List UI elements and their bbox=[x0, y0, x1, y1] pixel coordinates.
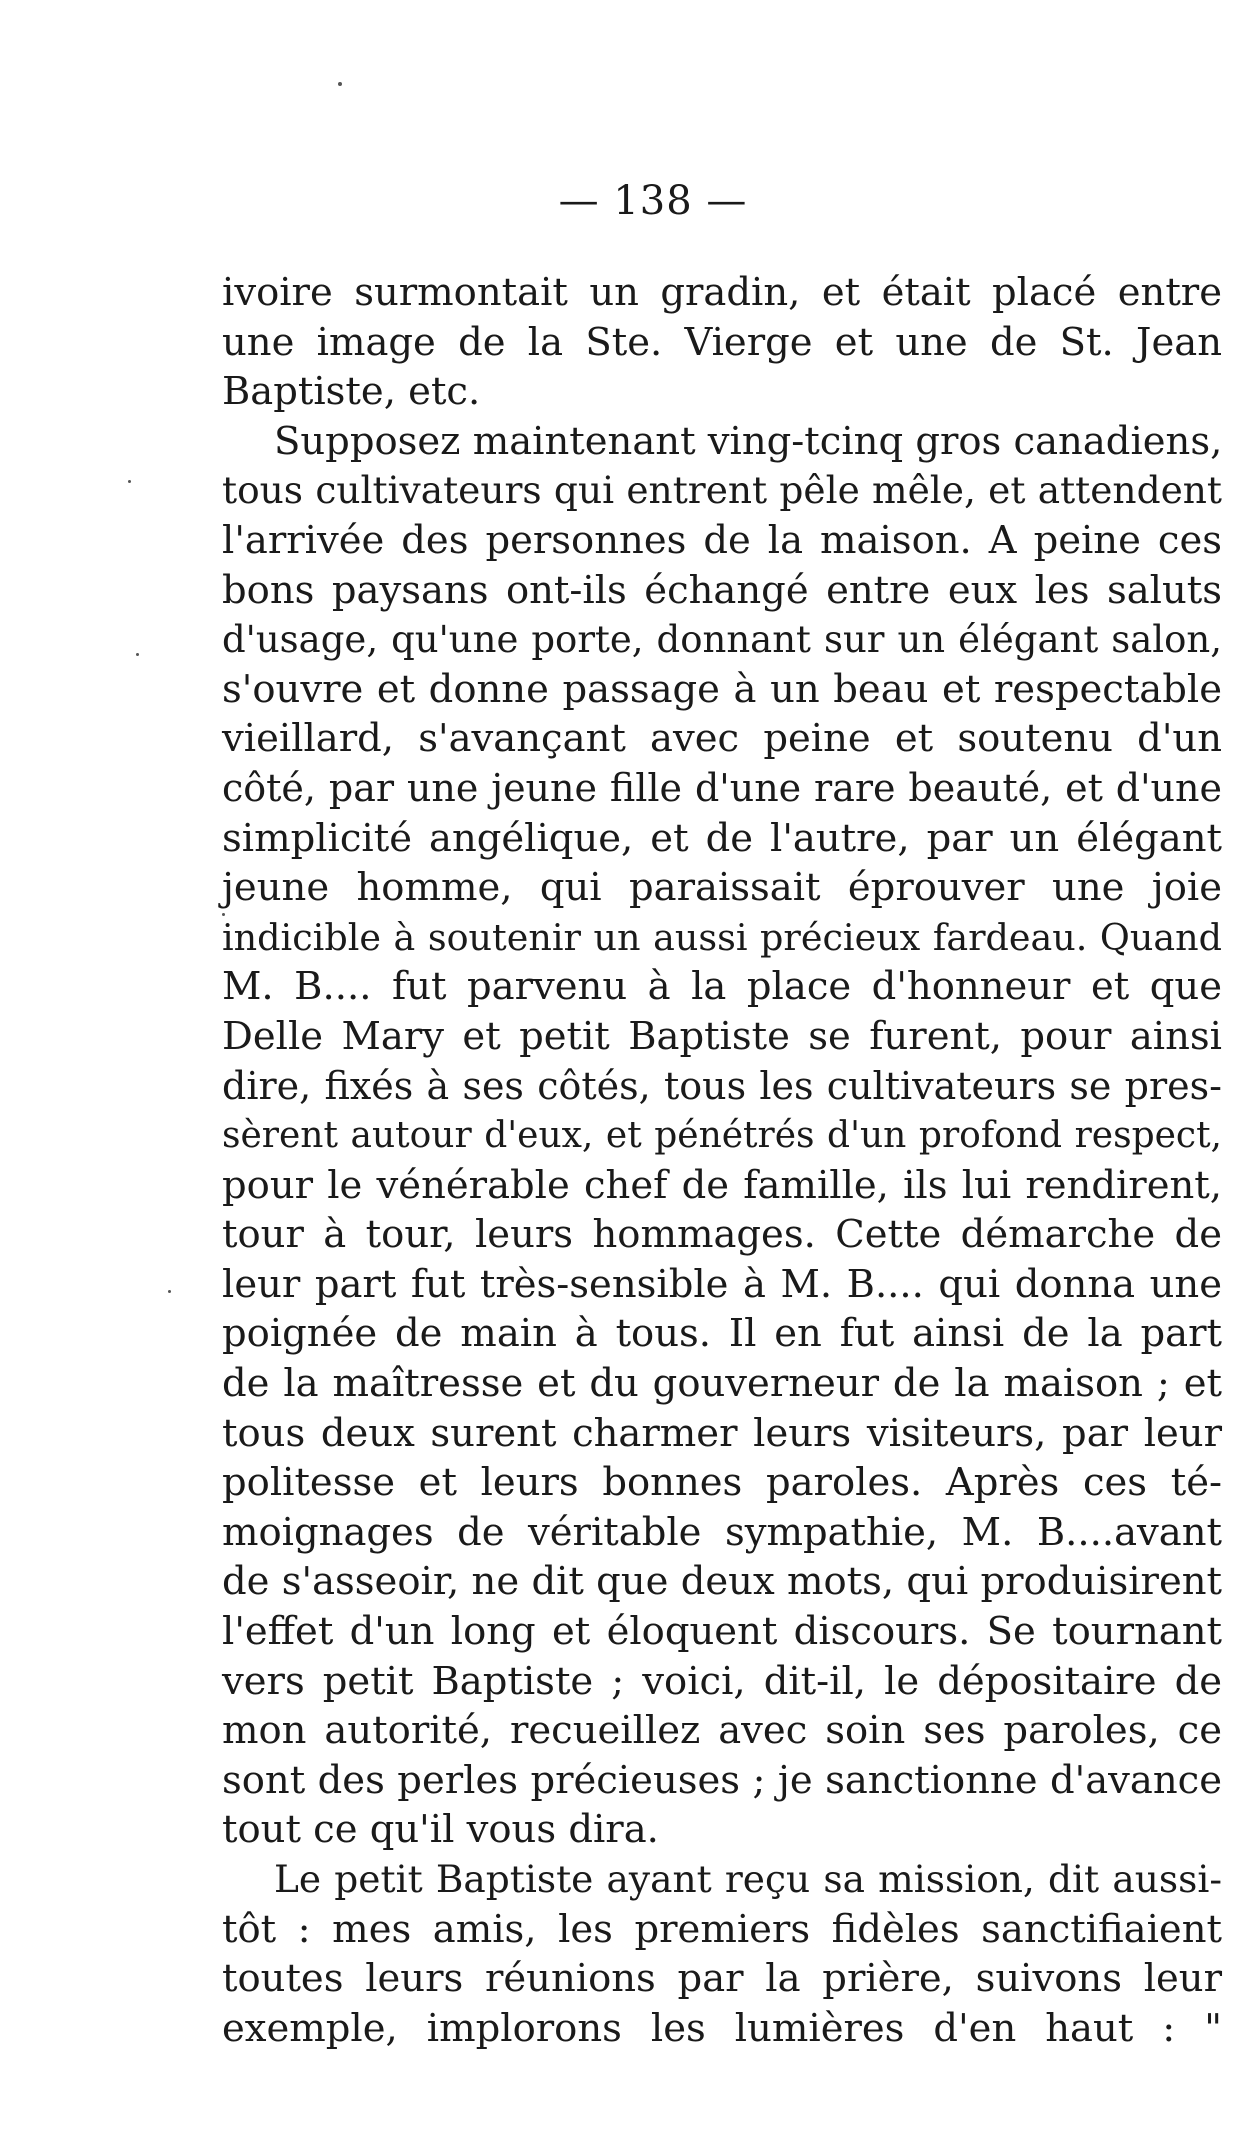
text-line: vers petit Baptiste ; voici, dit-il, le dépositaire de bbox=[222, 1658, 1222, 1704]
text-line: mon autorité, recueillez avec soin ses paroles, ce bbox=[222, 1708, 1222, 1754]
text-line: pour le vénérable chef de famille, ils lui rendirent, bbox=[222, 1162, 1222, 1208]
text-line: dire, fixés à ses côtés, tous les cultivateurs se pres- bbox=[222, 1063, 1222, 1108]
text-line: Le petit Baptiste ayant reçu sa mission, dit aussi- bbox=[274, 1857, 1222, 1901]
text-line: tôt : mes amis, les premiers fidèles sanctifiaient bbox=[222, 1906, 1222, 1952]
text-line: exemple, implorons les lumières d'en haut : " bbox=[222, 2005, 1222, 2051]
text-line: Supposez maintenant ving-tcinq gros canadiens, bbox=[274, 418, 1223, 464]
text-line: l'arrivée des personnes de la maison. A peine ces bbox=[222, 517, 1222, 563]
text-line: toutes leurs réunions par la prière, suivons leur bbox=[222, 1956, 1222, 2002]
text-line: tout ce qu'il vous dira. bbox=[222, 1807, 659, 1853]
page-number: — 138 — bbox=[558, 178, 748, 224]
text-line: poignée de main à tous. Il en fut ainsi de la part bbox=[222, 1311, 1222, 1357]
text-line: tour à tour, leurs hommages. Cette démarche de bbox=[222, 1212, 1222, 1258]
text-line: une image de la Ste. Vierge et une de St. Jean bbox=[222, 319, 1222, 365]
text-line: l'effet d'un long et éloquent discours. Se tournant bbox=[222, 1609, 1222, 1655]
text-line: simplicité angélique, et de l'autre, par un élégant bbox=[222, 815, 1222, 861]
text-line: de la maîtresse et du gouverneur de la maison ; et bbox=[222, 1361, 1222, 1407]
margin-speck bbox=[128, 480, 131, 483]
text-line: sont des perles précieuses ; je sanctionne d'avance bbox=[222, 1757, 1222, 1803]
margin-speck bbox=[136, 653, 139, 656]
text-line: côté, par une jeune fille d'une rare beauté, et d'une bbox=[222, 765, 1222, 810]
text-line: tous cultivateurs qui entrent pêle mêle, et attendent bbox=[222, 468, 1222, 513]
text-line: vieillard, s'avançant avec peine et soutenu d'un bbox=[222, 716, 1222, 762]
text-line: sèrent autour d'eux, et pénétrés d'un profond respect, bbox=[222, 1115, 1222, 1157]
text-line: indicible à soutenir un aussi précieux fardeau. Quand bbox=[222, 915, 1222, 959]
text-line: s'ouvre et donne passage à un beau et respectable bbox=[222, 666, 1222, 712]
margin-speck bbox=[338, 82, 342, 86]
text-line: jeune homme, qui paraissait éprouver une joie bbox=[222, 865, 1222, 911]
text-line: ivoire surmontait un gradin, et était placé entre bbox=[222, 270, 1222, 315]
text-line: bons paysans ont-ils échangé entre eux les saluts bbox=[222, 567, 1222, 613]
text-line: M. B.... fut parvenu à la place d'honneur et que bbox=[222, 964, 1222, 1010]
text-line: d'usage, qu'une porte, donnant sur un élégant salon, bbox=[222, 618, 1222, 662]
body-text bbox=[222, 268, 1222, 2053]
margin-speck bbox=[168, 1290, 171, 1293]
text-line: de s'asseoir, ne dit que deux mots, qui produisirent bbox=[222, 1559, 1222, 1605]
text-line: tous deux surent charmer leurs visiteurs, par leur bbox=[222, 1410, 1222, 1456]
margin-speck bbox=[222, 913, 225, 916]
text-line: moignages de véritable sympathie, M. B....avant bbox=[222, 1509, 1222, 1555]
text-line: leur part fut très-sensible à M. B.... qui donna une bbox=[222, 1261, 1222, 1307]
text-line: Baptiste, etc. bbox=[222, 369, 481, 415]
text-line: politesse et leurs bonnes paroles. Après ces té- bbox=[222, 1460, 1222, 1506]
text-line: Delle Mary et petit Baptiste se furent, pour ainsi bbox=[222, 1013, 1222, 1059]
